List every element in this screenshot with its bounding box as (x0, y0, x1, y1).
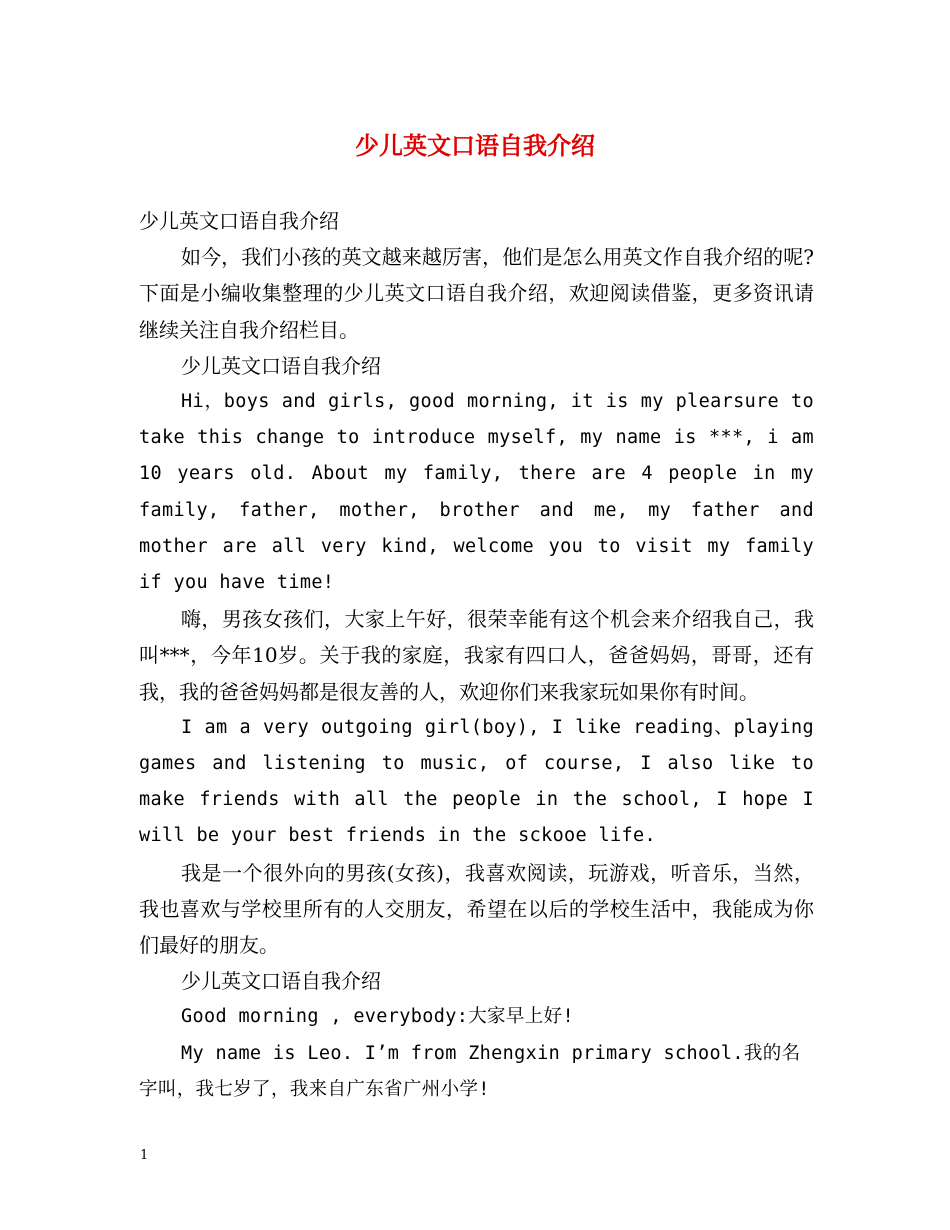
document-body (139, 203, 814, 1108)
paragraph-subheading: 少儿英文口语自我介绍 (181, 353, 381, 378)
page-number: 1 (140, 1148, 149, 1163)
paragraph-chinese-hobbies: 我是一个很外向的男孩(女孩)，我喜欢阅读，玩游戏，听音乐，当然，我也喜欢与学校里所有的人交朋友，希望在以后的学校生活中，我能成为你们最好的朋友。 (139, 860, 814, 958)
document-title: 少儿英文口语自我介绍 (355, 131, 595, 160)
paragraph-intro: 如今，我们小孩的英文越来越厉害，他们是怎么用英文作自我介绍的呢?下面是小编收集整理的少儿英文口语自我介绍，欢迎阅读借鉴，更多资讯请继续关注自我介绍栏目。 (139, 245, 814, 342)
paragraph-heading: 少儿英文口语自我介绍 (139, 209, 339, 233)
paragraph-english-intro: Hi，boys and girls, good morning, it is my plearsure to take this change to introduce myself, my name is ***, i am 10 years old. About my family, there are 4 people in my family, father, mother, brother and me, my father and mother are all very kind, welcome you to visit my family if you have time! (139, 391, 814, 594)
paragraph-subheading: 少儿英文口语自我介绍 (181, 969, 381, 994)
paragraph-greeting: Good morning , everybody:大家早上好! (181, 1006, 574, 1028)
paragraph-name: My name is Leo. I’m from Zhengxin primary school.我的名字叫，我七岁了，我来自广东省广州小学! (139, 1042, 801, 1100)
paragraph-chinese-intro: 嗨，男孩女孩们，大家上午好，很荣幸能有这个机会来介绍我自己，我叫***，今年10岁。关于我的家庭，我家有四口人，爸爸妈妈，哥哥，还有我，我的爸爸妈妈都是很友善的人，欢迎你们来我家玩如果你有时间。 (139, 607, 814, 704)
paragraph-english-hobbies: I am a very outgoing girl(boy), I like reading、playing games and listening to music, of course, I also like to make friends with all the people in the school, I hope I will be your best friends in the sckooe life. (139, 716, 814, 847)
